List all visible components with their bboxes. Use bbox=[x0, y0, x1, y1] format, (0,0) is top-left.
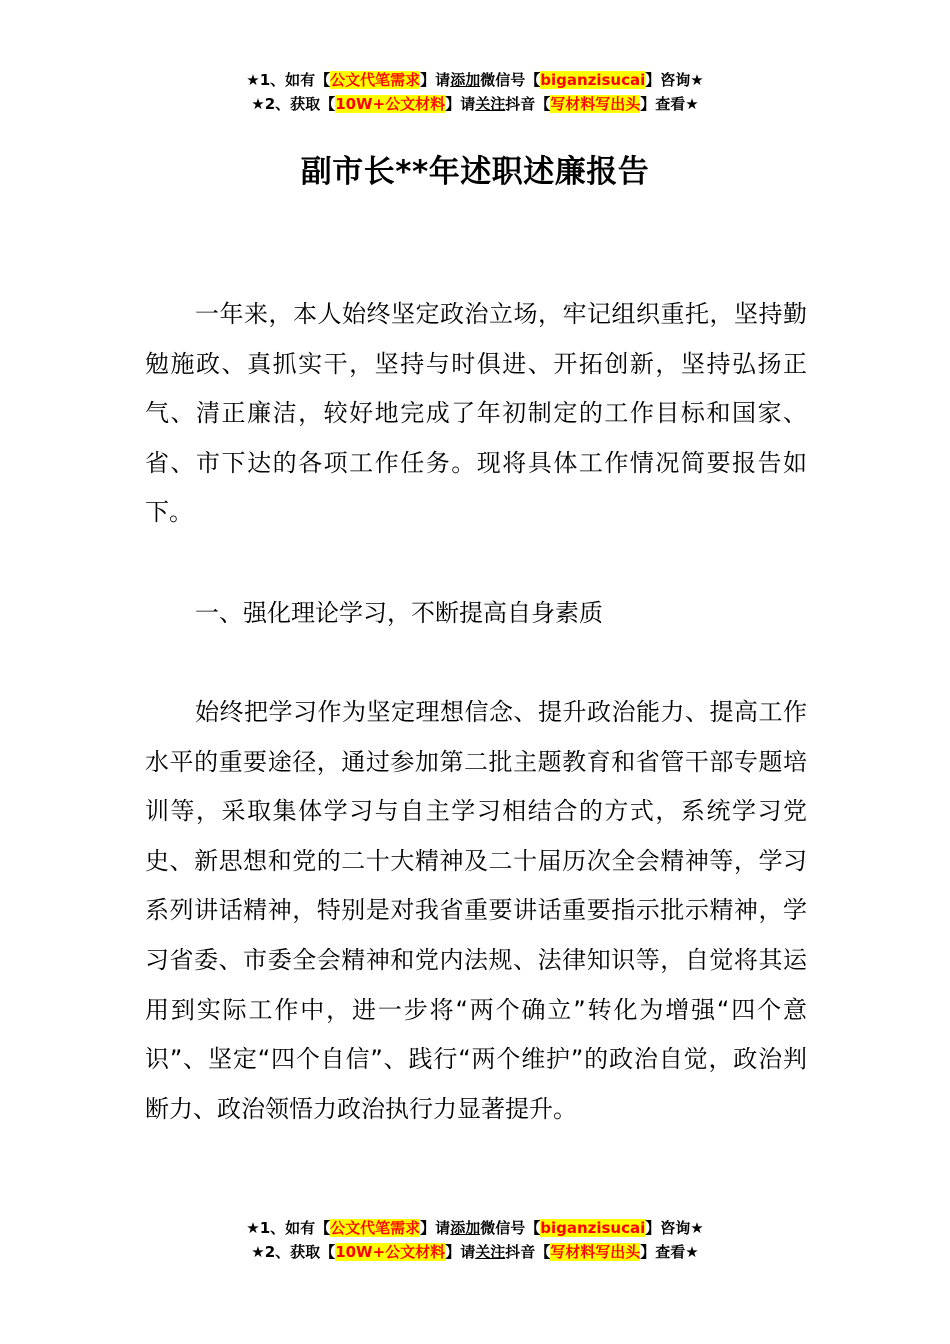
promo-text: 抖音【 bbox=[505, 1243, 551, 1261]
promo-text: 微信号【 bbox=[480, 1219, 541, 1237]
promo-text: 】请 bbox=[445, 1243, 476, 1261]
promo-underline: 关注 bbox=[475, 95, 506, 113]
promo-highlight-douyin: 写材料写出头 bbox=[550, 95, 641, 113]
promo-text: ★2、获取【 bbox=[251, 1243, 336, 1261]
promo-banner-top bbox=[0, 68, 950, 116]
document-title: 副市长**年述职述廉报告 bbox=[300, 154, 650, 190]
promo-highlight-wechat: biganzisucai bbox=[540, 1219, 646, 1237]
promo-underline: 添加 bbox=[450, 1219, 481, 1237]
promo-highlight: 公文代笔需求 bbox=[330, 71, 421, 89]
promo-highlight-wechat: biganzisucai bbox=[540, 71, 646, 89]
promo-text: 】请 bbox=[420, 71, 451, 89]
section-heading bbox=[145, 589, 807, 639]
promo-text: 】请 bbox=[420, 1219, 451, 1237]
promo-highlight-douyin: 写材料写出头 bbox=[550, 1243, 641, 1261]
promo-banner-bottom bbox=[0, 1216, 950, 1264]
paragraph-study bbox=[145, 688, 807, 1134]
promo-text: 】查看★ bbox=[640, 95, 699, 113]
promo-text: 】查看★ bbox=[640, 1243, 699, 1261]
paragraph-text: 始终把学习作为坚定理想信念、提升政治能力、提高工作水平的重要途径，通过参加第二批主题教育和省管干部专题培训等，采取集体学习与自主学习相结合的方式，系统学习党史、新思想和党的二十大精神及二十届历次全会精神等，学习系列讲话精神，特别是对我省重要讲话重要指示批示精神，学习省委、市委全会精神和党内法规、法律知识等，自觉将其运用到实际工作中，进一步将“两个确立”转化为增强“四个意识”、坚定“四个自信”、践行“两个维护”的政治自觉，政治判断力、政治领悟力政治执行力显著提升。 bbox=[145, 698, 807, 1123]
section-heading-text: 一、强化理论学习，不断提高自身素质 bbox=[195, 599, 603, 627]
promo-line-2 bbox=[0, 1240, 950, 1264]
promo-underline: 关注 bbox=[475, 1243, 506, 1261]
promo-text: ★2、获取【 bbox=[251, 95, 336, 113]
promo-line-1 bbox=[0, 1216, 950, 1240]
promo-highlight: 10W+公文材料 bbox=[335, 1243, 446, 1261]
paragraph-text: 一年来，本人始终坚定政治立场，牢记组织重托，坚持勤勉施政、真抓实干，坚持与时俱进、开拓创新，坚持弘扬正气、清正廉洁，较好地完成了年初制定的工作目标和国家、省、市下达的各项工作任务。现将具体工作情况简要报告如下。 bbox=[145, 300, 807, 527]
promo-text: 】请 bbox=[445, 95, 476, 113]
promo-highlight: 10W+公文材料 bbox=[335, 95, 446, 113]
promo-text: ★1、如有【 bbox=[246, 71, 331, 89]
paragraph-intro bbox=[145, 290, 807, 538]
promo-line-1 bbox=[0, 68, 950, 92]
promo-text: 微信号【 bbox=[480, 71, 541, 89]
promo-text: 】咨询★ bbox=[645, 71, 704, 89]
promo-text: 抖音【 bbox=[505, 95, 551, 113]
promo-text: 】咨询★ bbox=[645, 1219, 704, 1237]
promo-highlight: 公文代笔需求 bbox=[330, 1219, 421, 1237]
promo-line-2 bbox=[0, 92, 950, 116]
promo-text: ★1、如有【 bbox=[246, 1219, 331, 1237]
promo-underline: 添加 bbox=[450, 71, 481, 89]
